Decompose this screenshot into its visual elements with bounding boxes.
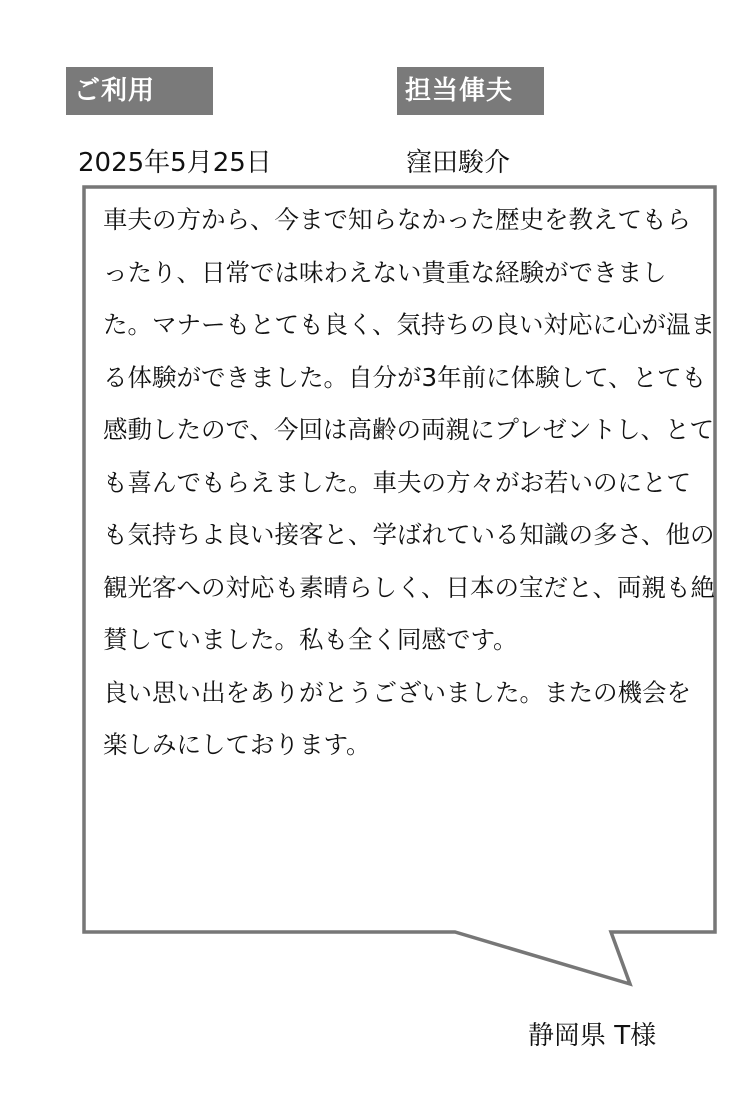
customer-signature: 静岡県 T様 [528,1021,657,1051]
date-label: ご利用 [66,67,213,115]
testimonial-paragraph: 車夫の方から、今まで知らなかった歴史を教えてもらったり、日常では味わえない貴重な経験ができました。マナーもとても良く、気持ちの良い対応に心が温まる体験ができました。自分が3年前に体験して、とても感動したので、今回は高齢の両親にプレゼントし、とても喜んでもらえました。車夫の方々がお若いのにとても気持ちよ良い接客と、学ばれている知識の多さ、他の観光客への対応も素晴らしく、日本の宝だと、両親も絶賛していました。私も全く同感です。 [103,205,716,654]
testimonial-text [103,194,715,772]
guide-label: 担当俥夫 [397,67,544,115]
testimonial-paragraph: 良い思い出をありがとうございました。またの機会を楽しみにしております。 [103,677,691,759]
guide-name: 窪田駿介 [406,148,511,178]
visit-date: 2025年5月25日 [78,148,272,178]
